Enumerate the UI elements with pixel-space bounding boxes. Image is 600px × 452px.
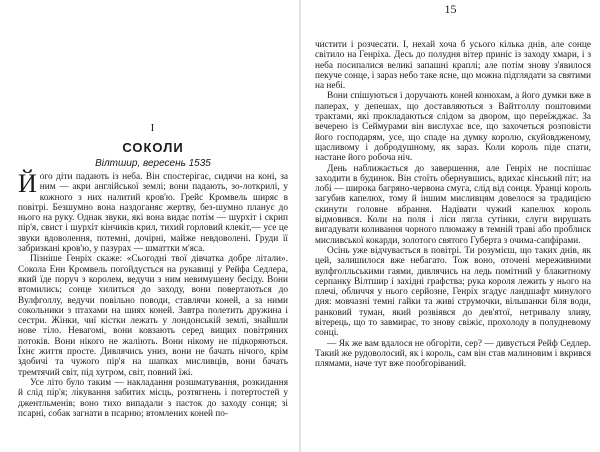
right-page	[301, 0, 600, 452]
drop-cap: Й	[18, 169, 37, 198]
right-page-text	[315, 40, 591, 370]
paragraph: Усе літо було таким — накладання розшматування, розкидання й слід пір'я; лікування забитих місць, розтягнень і потертостей у джентльменів; воно тихо випадали з пасток до заходу сонця; зі псарні, собак загнати в псарню; втомлених коней по-	[18, 377, 288, 419]
paragraph: чистити і розчесати. І, нехай хоча б усього кілька днів, але сонце світило на Генріха. Десь до полудня вітер приніс із заходу хмари, і з неба посипалися великі запашні краплі; але потім знову з'явилося пекуче сонце, і зараз небо таке ясне, що можна підглядати за святими на небі.	[315, 40, 591, 92]
page-number: 15	[444, 2, 457, 16]
paragraph: Вони спішуються і доручають коней конюхам, а його думки вже в паперах, у депешах, що доставляються з Вайтголлу поштовими трактами, які прокладаються слідом за двором, що переїжджає. За вечерею із Сеймурами він вислухає все, що захочеться розповісти його господарям, усе, що спаде на думку королю, скуйовдженому, щасливому і добродушному, як зараз. Коли король піде спати, настане його робоча ніч.	[315, 91, 591, 164]
paragraph: Пізніше Генріх скаже: «Сьогодні твої дівчатка добре літали». Сокола Енн Кромвель погойдується на рукавиці у Рейфа Седлера, який їде поруч з королем, ведучи з ним невимушену бесіду. Вони втомились; сонце хилиться до заходу, вони повертаються до Вулфголлу, ведучи повільно поводи, ставлячи коней, а за ними сокольники з птахами на шиях коней. Завтра полетить дружина і сестри. Жінки, чиї кістки лежать у лондонській землі, знайшли нове тіло. Невагомі, вони ковзають серед вищих повітряних потоків. Вони нікого не жаліють. Вони нікому не підкоряються. Їхнє життя просте. Дивлячись униз, вони не бачать нічого, крім здобичі та чужого пір'я на шапках мисливців, вони бачать тремтячий світ, під хутром, світ, повний їжі.	[18, 254, 288, 378]
paragraph: — Як же вам вдалося не обгоріти, сер? — дивується Рейф Седлер. Такий же рудоволосий, як і король, сам він став малиновим і вкрився плямами, наче тут вже пообгоріваний.	[315, 338, 591, 370]
left-page-text	[18, 169, 288, 419]
chapter-title: СОКОЛИ	[122, 140, 184, 155]
chapter-subtitle: Вілтшир, вересень 1535	[95, 158, 211, 169]
paragraph: День наближається до завершення, але Генріх не поспішає заходити в будинок. Він стоїть обернувшись, вдихає кінський піт; на лобі — широка багряно-червона смуга, слід від сонця. Уранці король загубив капелюх, тому й іншим мисливцям довелося за традицією скинути головне вбрання. Надівати чужий капелюх король відмовився. Коли на поля і ліси лягла сутінки, слуги вирушать вигадувати коливання чорного плюмажу в темній траві або проблиск мисливської кокарди, золотого святого Губерта з очима-сапфірами.	[315, 163, 591, 246]
paragraph: Осінь уже відчувається в повітрі. Ти розумієш, що таких днів, як цей, залишилося вже небагато. Тож воно, оточені мереживними вулфголльськими гаями, дивлячись на ледь помітний у блакитному серпанку Вілтшир і західні графства; рука короля лежить у нього на плечі, обличчя у нього серйозне, Генріх згадує ландшафт минулого дня: мовчазні темні гайки та живі струмочки, вільшанки біля води, ранковий туман, який розвіявся до дев'ятої, нетривалу зливу, вітерець, що то завмирає, то знову свіжіє, прохолоду в полудневому сонці.	[315, 245, 591, 339]
left-page	[0, 0, 299, 452]
chapter-number: I	[150, 122, 156, 134]
paragraph-text: ого діти падають із неба. Він спостерігає, сидячи на коні, за ним — акри англійської землі; вони падають, зо-лоткрилі, у кожного з них налитий кров'ю. Грейс Кромвель ширяє в повітрі. Безшумно вона наздоганяє жертву, без-шумно планує до нього на руку. Однак звуки, які вона видає потім — шурхіт і скрип пір'я, свист і шурхіт кінчиків крил, тихий горловий клекіт,— усе це звуки вдоволення, потемні, дочірні, майже невдоволені. Груди її забризкані кров'ю, у пазурах — шматтки м'яса.	[18, 172, 288, 255]
paragraph	[18, 169, 288, 255]
